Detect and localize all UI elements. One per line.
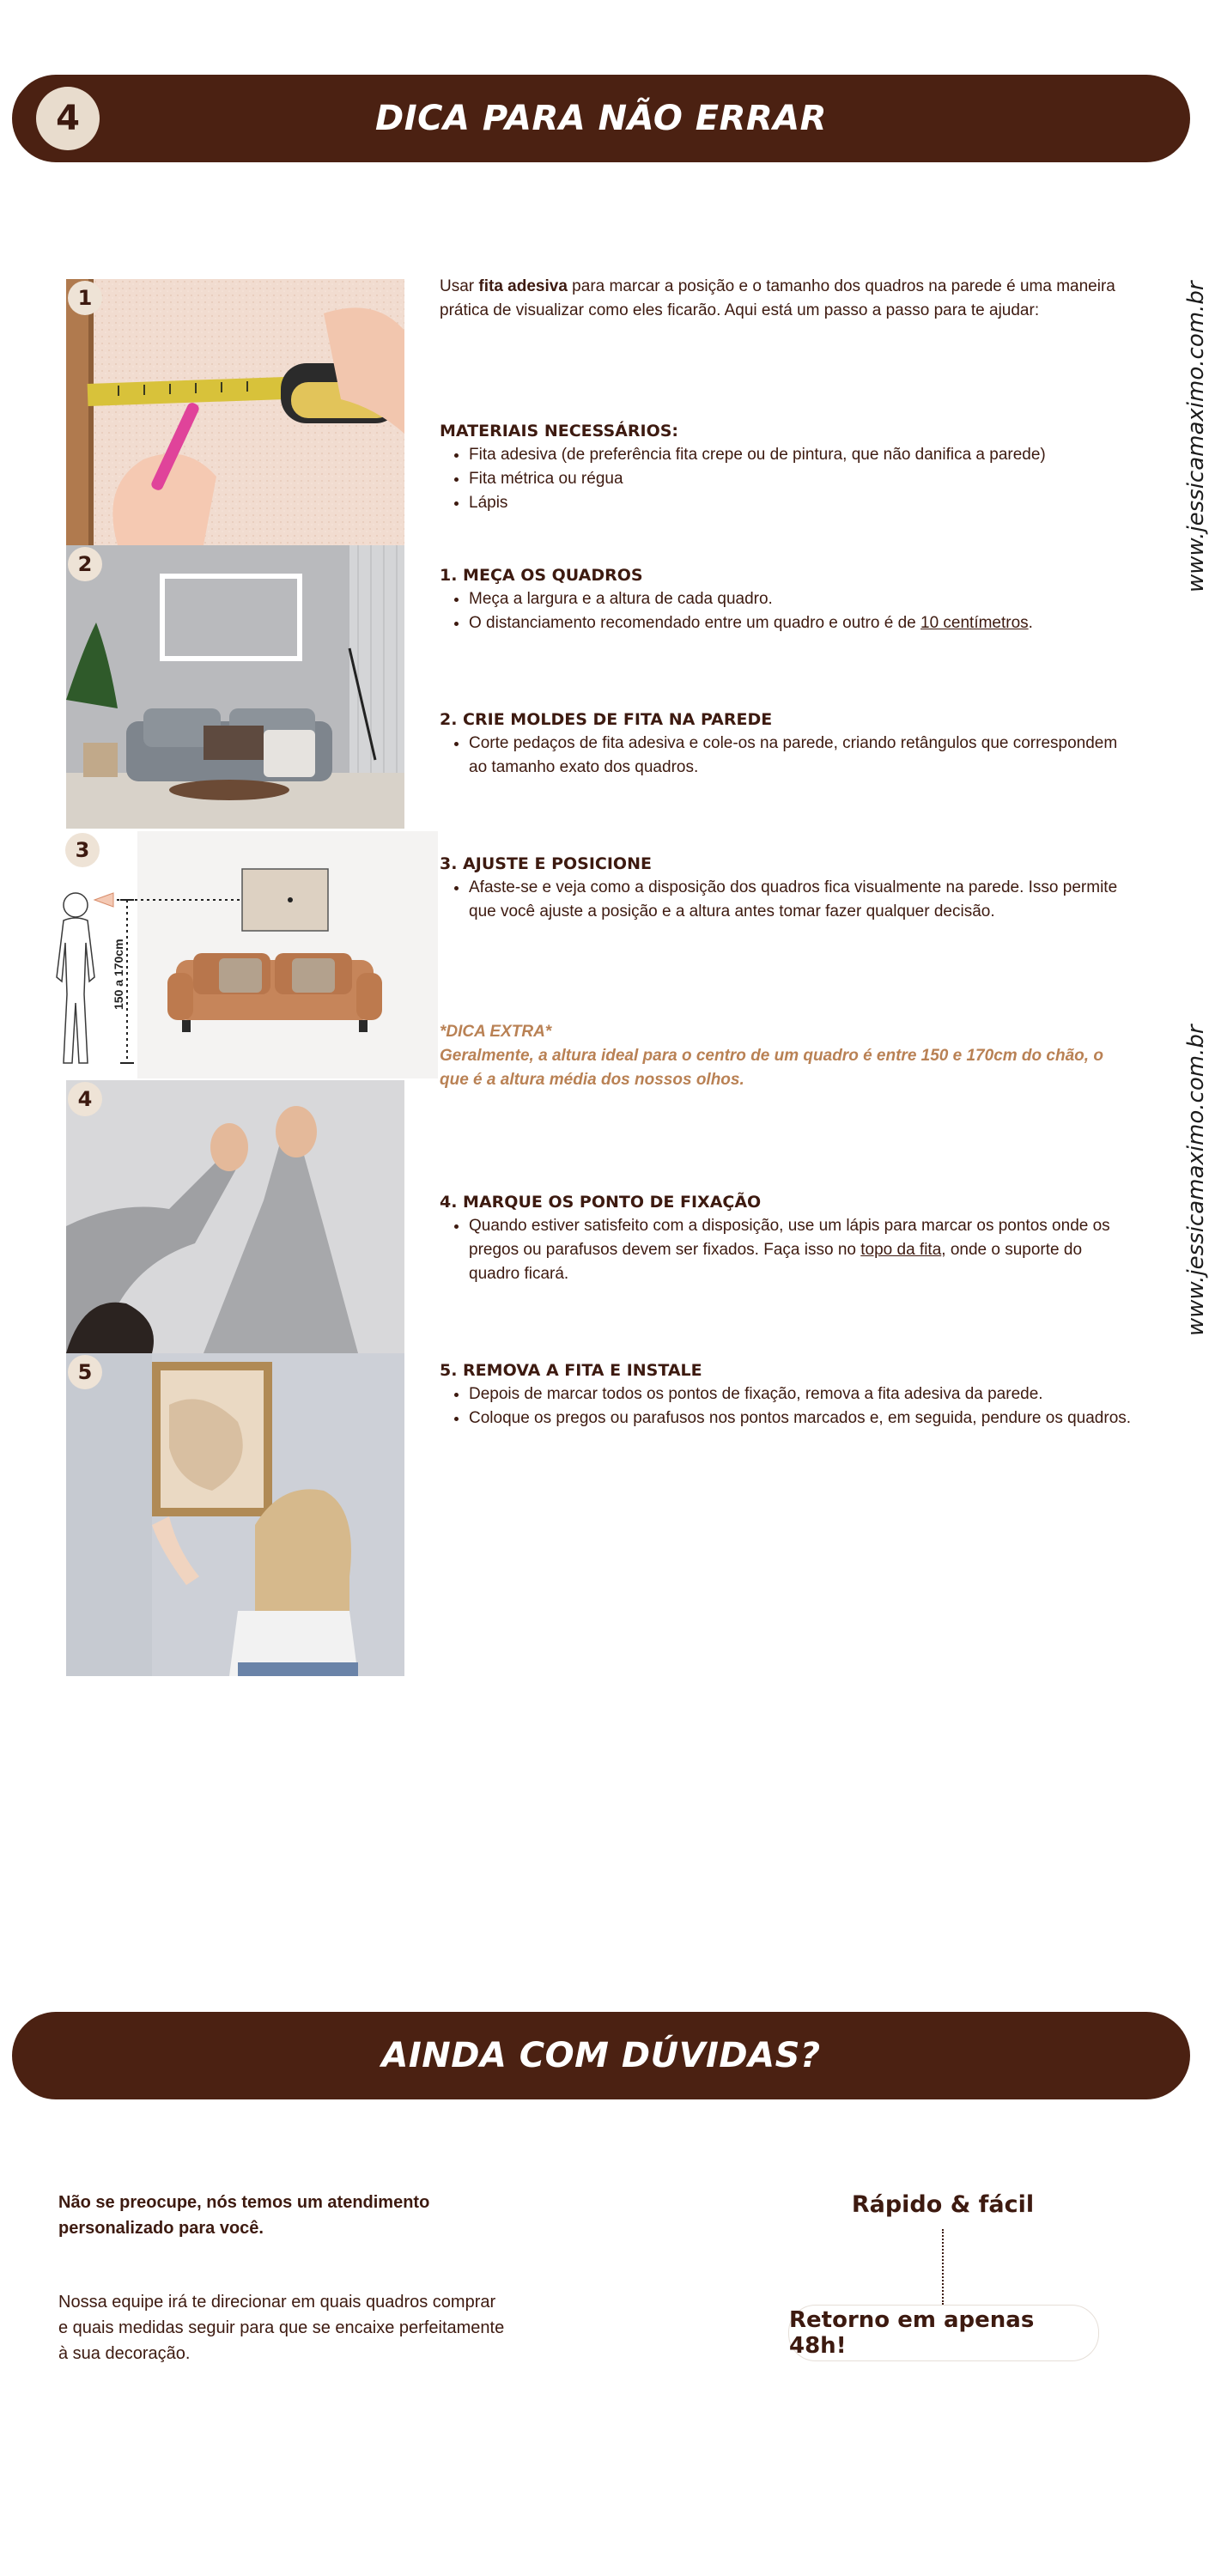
step-4-item-end: , onde o suporte do quadro ficará. [469, 1241, 1083, 1283]
step-5-section [440, 1358, 1135, 1431]
list-item: • Lápis [469, 491, 1135, 515]
image-hanging-frame [66, 1353, 404, 1676]
response-time-pill: Retorno em apenas 48h! [788, 2305, 1099, 2361]
list-item: • Meça a largura e a altura de cada quadro. [469, 587, 1135, 611]
materials-section [440, 419, 1135, 515]
website-url-vertical: www.jessicamaximo.com.br [1183, 1024, 1209, 1336]
hanging-frame-illustration [66, 1353, 404, 1676]
step-4-list [440, 1214, 1135, 1286]
image-marking-wall [66, 1080, 404, 1353]
footer-body-text: Nossa equipe irá te direcionar em quais quadros comprar e quais medidas seguir para que se encaixe perfeitamente à sua decoração. [58, 2293, 505, 2363]
step-2-list [440, 732, 1135, 780]
step-4-section [440, 1190, 1135, 1286]
step-5-heading: 5. REMOVA A FITA E INSTALE [440, 1361, 702, 1380]
spacing-link[interactable]: 10 centímetros [920, 614, 1029, 632]
intro-bold: fita adesiva [478, 277, 568, 295]
materials-heading: MATERIAIS NECESSÁRIOS: [440, 422, 679, 440]
extra-tip [440, 1020, 1135, 1092]
footer-title: AINDA COM DÚVIDAS? [381, 2036, 821, 2075]
height-illustration [34, 831, 438, 1078]
list-item: • Corte pedaços de fita adesiva e cole-os na parede, criando retângulos que correspondem ao tamanho exato dos quadros. [469, 732, 1135, 780]
page-title: DICA PARA NÃO ERRAR [375, 99, 827, 138]
list-item: • Depois de marcar todos os pontos de fixação, remova a fita adesiva da parede. [469, 1382, 1135, 1406]
connector-line [942, 2229, 944, 2305]
image-badge-2: 2 [68, 547, 102, 581]
image-measuring-tape [66, 279, 404, 545]
footer-banner [12, 2012, 1190, 2099]
step-1-item-2-start: O distanciamento recomendado entre um quadro e outro é de [469, 614, 920, 632]
step-4-item-start: Quando estiver satisfeito com a disposição, use um lápis para marcar os pontos onde os pregos ou parafusos devem ser fixados. Faça isso no [469, 1217, 1110, 1259]
footer-bold-text: Não se preocupe, nós temos um atendimento personalizado para você. [58, 2193, 430, 2238]
step-3-list [440, 876, 1135, 924]
measuring-tape-illustration [66, 279, 404, 545]
step-3-section [440, 852, 1135, 924]
materials-list [440, 443, 1135, 515]
website-url-vertical: www.jessicamaximo.com.br [1183, 281, 1209, 592]
header-banner [12, 75, 1190, 162]
living-room-illustration [66, 545, 404, 829]
image-badge-1: 1 [68, 281, 102, 315]
step-number-badge: 4 [36, 87, 100, 150]
step-1-heading: 1. MEÇA OS QUADROS [440, 566, 643, 585]
step-1-item-2-end: . [1028, 614, 1033, 632]
step-4-heading: 4. MARQUE OS PONTO DE FIXAÇÃO [440, 1193, 762, 1212]
height-diagram [34, 831, 438, 1078]
intro-text-end: para marcar a posição e o tamanho dos quadros na parede é uma maneira prática de visualizar como eles ficarão. Aqui está um passo a passo para te ajudar: [440, 277, 1115, 319]
height-label: 150 a 170cm [112, 939, 125, 1010]
step-1-list [440, 587, 1135, 635]
extra-tip-text: Geralmente, a altura ideal para o centro de um quadro é entre 150 e 170cm do chão, o que é a altura média dos nossos olhos. [440, 1047, 1103, 1089]
marking-wall-illustration [66, 1080, 404, 1353]
list-item [469, 611, 1135, 635]
step-5-list [440, 1382, 1135, 1431]
list-item [469, 1214, 1135, 1286]
image-badge-3: 3 [65, 833, 100, 867]
step-1-section [440, 563, 1135, 635]
list-item: • Afaste-se e veja como a disposição dos quadros fica visualmente na parede. Isso permite que você ajuste a posição e a altura antes tomar fazer qualquer decisão. [469, 876, 1135, 924]
step-2-section [440, 708, 1135, 780]
image-badge-4: 4 [68, 1082, 102, 1116]
image-living-room [66, 545, 404, 829]
list-item: • Fita métrica ou régua [469, 467, 1135, 491]
intro-text-start: Usar [440, 277, 479, 295]
extra-tip-title: *DICA EXTRA* [440, 1023, 552, 1041]
tagline: Rápido & fácil [851, 2191, 1035, 2218]
tape-top-link[interactable]: topo da fita [860, 1241, 942, 1259]
intro-paragraph [440, 275, 1135, 323]
step-3-heading: 3. AJUSTE E POSICIONE [440, 854, 652, 873]
list-item: • Fita adesiva (de preferência fita crepe ou de pintura, que não danifica a parede) [469, 443, 1135, 467]
list-item: • Coloque os pregos ou parafusos nos pontos marcados e, em seguida, pendure os quadros. [469, 1406, 1135, 1431]
step-2-heading: 2. CRIE MOLDES DE FITA NA PAREDE [440, 710, 773, 729]
image-badge-5: 5 [68, 1355, 102, 1389]
